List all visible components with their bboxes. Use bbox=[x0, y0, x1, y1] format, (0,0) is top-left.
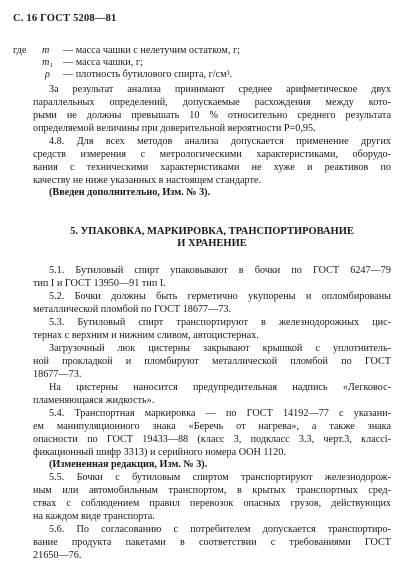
text-line: тип I и ГОСТ 13950—91 тип I. bbox=[33, 278, 166, 289]
section-title: 5. УПАКОВКА, МАРКИРОВКА, ТРАНСПОРТИРОВАНИЕ bbox=[70, 226, 354, 237]
amendment-note: (Введен дополнительно, Изм. № 3). bbox=[49, 187, 211, 198]
def-text: — плотность бутилового спирта, г/см³. bbox=[63, 69, 233, 80]
text-line: За результат анализа принимают среднее арифметическое двух bbox=[49, 84, 391, 95]
text-line: ем манипуляционного знака «Беречь от нагрева», а также знака bbox=[33, 421, 391, 432]
text-line: фикационный шифр 3313) и серийного номера ООН 1120. bbox=[33, 447, 286, 458]
def-text: — масса чашки с нелетучим остатком, г; bbox=[63, 45, 240, 56]
text-line: металлической пломбой по ГОСТ 18677—73. bbox=[33, 304, 232, 315]
text-line: 5.2. Бочки должны быть герметично укупорены и опломбированы bbox=[49, 291, 391, 302]
text-line: вания с техническими характеристиками не хуже и реактивов по bbox=[33, 162, 391, 173]
amendment-note: (Измененная редакция, Изм. № 3). bbox=[49, 459, 208, 470]
text-line: определяемой величины при доверительной вероятности P=0,95. bbox=[33, 123, 316, 134]
text-line: параллельных определений, допускаемые расхождения между кото- bbox=[33, 97, 391, 108]
text-line: На цистерны наносится предупредительная надпись «Легковос- bbox=[49, 382, 391, 393]
text-line: 21650—76. bbox=[33, 550, 82, 561]
text-line: Загрузочный люк цистерны закрывают крышкой с уплотнитель- bbox=[49, 343, 391, 354]
text-line: 5.4. Транспортная маркировка — по ГОСТ 14192—77 с указани- bbox=[49, 408, 391, 419]
def-symbol: ρ bbox=[45, 69, 50, 80]
text-line: ной прокладкой и пломбируют металлической пломбой по ГОСТ bbox=[33, 356, 391, 367]
page-header: С. 16 ГОСТ 5208—81 bbox=[13, 13, 117, 24]
text-line: 5.5. Бочки с бутиловым спиртом транспортируют железнодорож- bbox=[49, 472, 391, 483]
section-title: И ХРАНЕНИЕ bbox=[177, 238, 247, 249]
text-line: 5.1. Бутиловый спирт упаковывают в бочки по ГОСТ 6247—79 bbox=[49, 265, 391, 276]
text-line: качеству не ниже указанных в настоящем стандарте. bbox=[33, 175, 261, 186]
text-line: ным или автомобильным транспортом, в крытых транспортных сред- bbox=[33, 485, 391, 496]
text-line: 18677—73. bbox=[33, 369, 82, 380]
text-line: 4.8. Для всех методов анализа допускается применение других bbox=[49, 136, 391, 147]
text-line: средств измерения с метрологическими характеристиками, оборудо- bbox=[33, 149, 391, 160]
text-line: вание продукта пакетами в соответствии с требованиями ГОСТ bbox=[33, 537, 391, 548]
text-line: на каждом виде транспорта. bbox=[33, 511, 155, 522]
def-text: — масса чашки, г; bbox=[63, 57, 143, 68]
text-line: рыми не должны превышать 10 % относительно среднего результата bbox=[33, 110, 391, 121]
def-symbol: m bbox=[42, 45, 50, 56]
def-lead: где bbox=[13, 45, 27, 56]
text-line: ствах с соблюдением правил перевозок опасных грузов, действующих bbox=[33, 498, 391, 509]
text-line: 5.6. По согласованию с потребителем допускается транспортиро- bbox=[49, 524, 391, 535]
text-line: пламеняющаяся жидкость». bbox=[33, 395, 155, 406]
text-line: тернах с верхним и нижним сливом, автоцистернах. bbox=[33, 330, 259, 341]
def-symbol: m₁ bbox=[42, 57, 53, 68]
text-line: 5.3. Бутиловый спирт транспортируют в железнодорожных цис- bbox=[49, 317, 391, 328]
text-line: опасности по ГОСТ 19433—88 (класс 3, подкласс 3.3, черт.3, классі- bbox=[33, 434, 391, 445]
